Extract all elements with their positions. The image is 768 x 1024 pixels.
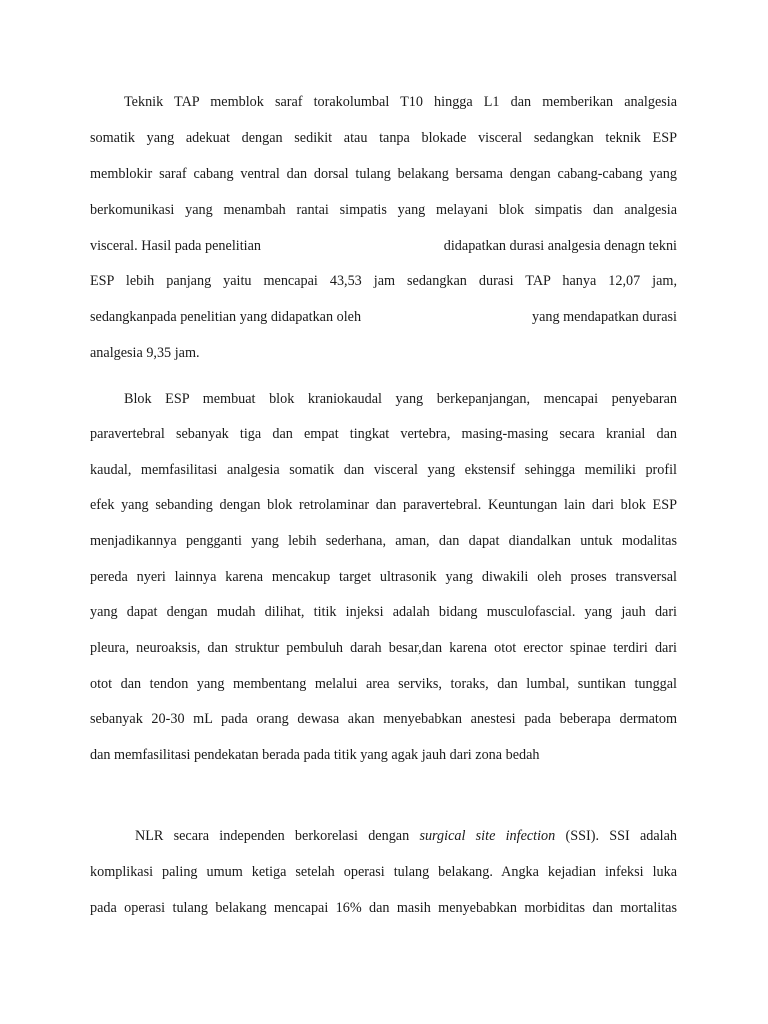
paragraph-1-line-2: somatik yang adekuat dengan sedikit atau tanpa blokade visceral sedangkan teknik ESP (90, 130, 677, 146)
paragraph-3-line-1-before: NLR secara independen berkorelasi dengan (135, 828, 410, 844)
paragraph-2-line-2: paravertebral sebanyak tiga dan empat tingkat vertebra, masing-masing secara kranial dan (90, 426, 677, 442)
paragraph-2-line-8: pleura, neuroaksis, dan struktur pembuluh darah besar,dan karena otot erector spinae terdiri dari (90, 640, 677, 656)
paragraph-2-line-7: yang dapat dengan mudah dilihat, titik injeksi adalah bidang musculofascial. yang jauh dari (90, 604, 677, 620)
paragraph-3-line-2: komplikasi paling umum ketiga setelah operasi tulang belakang. Angka kejadian infeksi luka (90, 864, 677, 880)
paragraph-1-line-1: Teknik TAP memblok saraf torakolumbal T10 hingga L1 dan memberikan analgesia (124, 94, 677, 110)
paragraph-1-line-4: berkomunikasi yang menambah rantai simpatis yang melayani blok simpatis dan analgesia (90, 202, 677, 218)
paragraph-1-line-6: ESP lebih panjang yaitu mencapai 43,53 jam sedangkan durasi TAP hanya 12,07 jam, (90, 273, 677, 289)
paragraph-1-line-5-right: didapatkan durasi analgesia denagn tekni (443, 238, 677, 254)
paragraph-3-line-1-after: (SSI). SSI adalah (565, 828, 678, 844)
paragraph-2-line-4: efek yang sebanding dengan blok retrolaminar dan paravertebral. Keuntungan lain dari blok ESP (90, 497, 677, 513)
paragraph-1-line-7-left: sedangkanpada penelitian yang didapatkan oleh (90, 309, 362, 325)
paragraph-2-line-10: sebanyak 20-30 mL pada orang dewasa akan menyebabkan anestesi pada beberapa dermatom (90, 711, 677, 727)
paragraph-2-line-1: Blok ESP membuat blok kraniokaudal yang berkepanjangan, mencapai penyebaran (124, 391, 677, 407)
paragraph-1-line-3: memblokir saraf cabang ventral dan dorsal tulang belakang bersama dengan cabang-cabang yang (90, 166, 677, 182)
paragraph-2-line-11: dan memfasilitasi pendekatan berada pada titik yang agak jauh dari zona bedah (90, 747, 540, 763)
paragraph-2-line-6: pereda nyeri lainnya karena mencakup target ultrasonik yang diwakili oleh proses transversal (90, 569, 677, 585)
paragraph-1-line-7 (90, 307, 677, 327)
paragraph-1-line-5-left: visceral. Hasil pada penelitian (90, 238, 261, 254)
paragraph-3-line-1 (135, 826, 677, 846)
paragraph-2-line-9: otot dan tendon yang membentang melalui area serviks, toraks, dan lumbal, suntikan tunggal (90, 676, 677, 692)
paragraph-2-line-3: kaudal, memfasilitasi analgesia somatik dan visceral yang ekstensif sehingga memiliki profil (90, 462, 677, 478)
paragraph-2-line-5: menjadikannya pengganti yang lebih sederhana, aman, dan dapat diandalkan untuk modalitas (90, 533, 677, 549)
paragraph-1-line-5 (90, 236, 677, 256)
paragraph-1-line-8: analgesia 9,35 jam. (90, 345, 200, 361)
paragraph-1-line-7-right: yang mendapatkan durasi (532, 309, 677, 325)
paragraph-3-line-3: pada operasi tulang belakang mencapai 16% dan masih menyebabkan morbiditas dan mortalitas (90, 900, 677, 916)
paragraph-3-line-1-italic: surgical site infection (419, 828, 556, 844)
